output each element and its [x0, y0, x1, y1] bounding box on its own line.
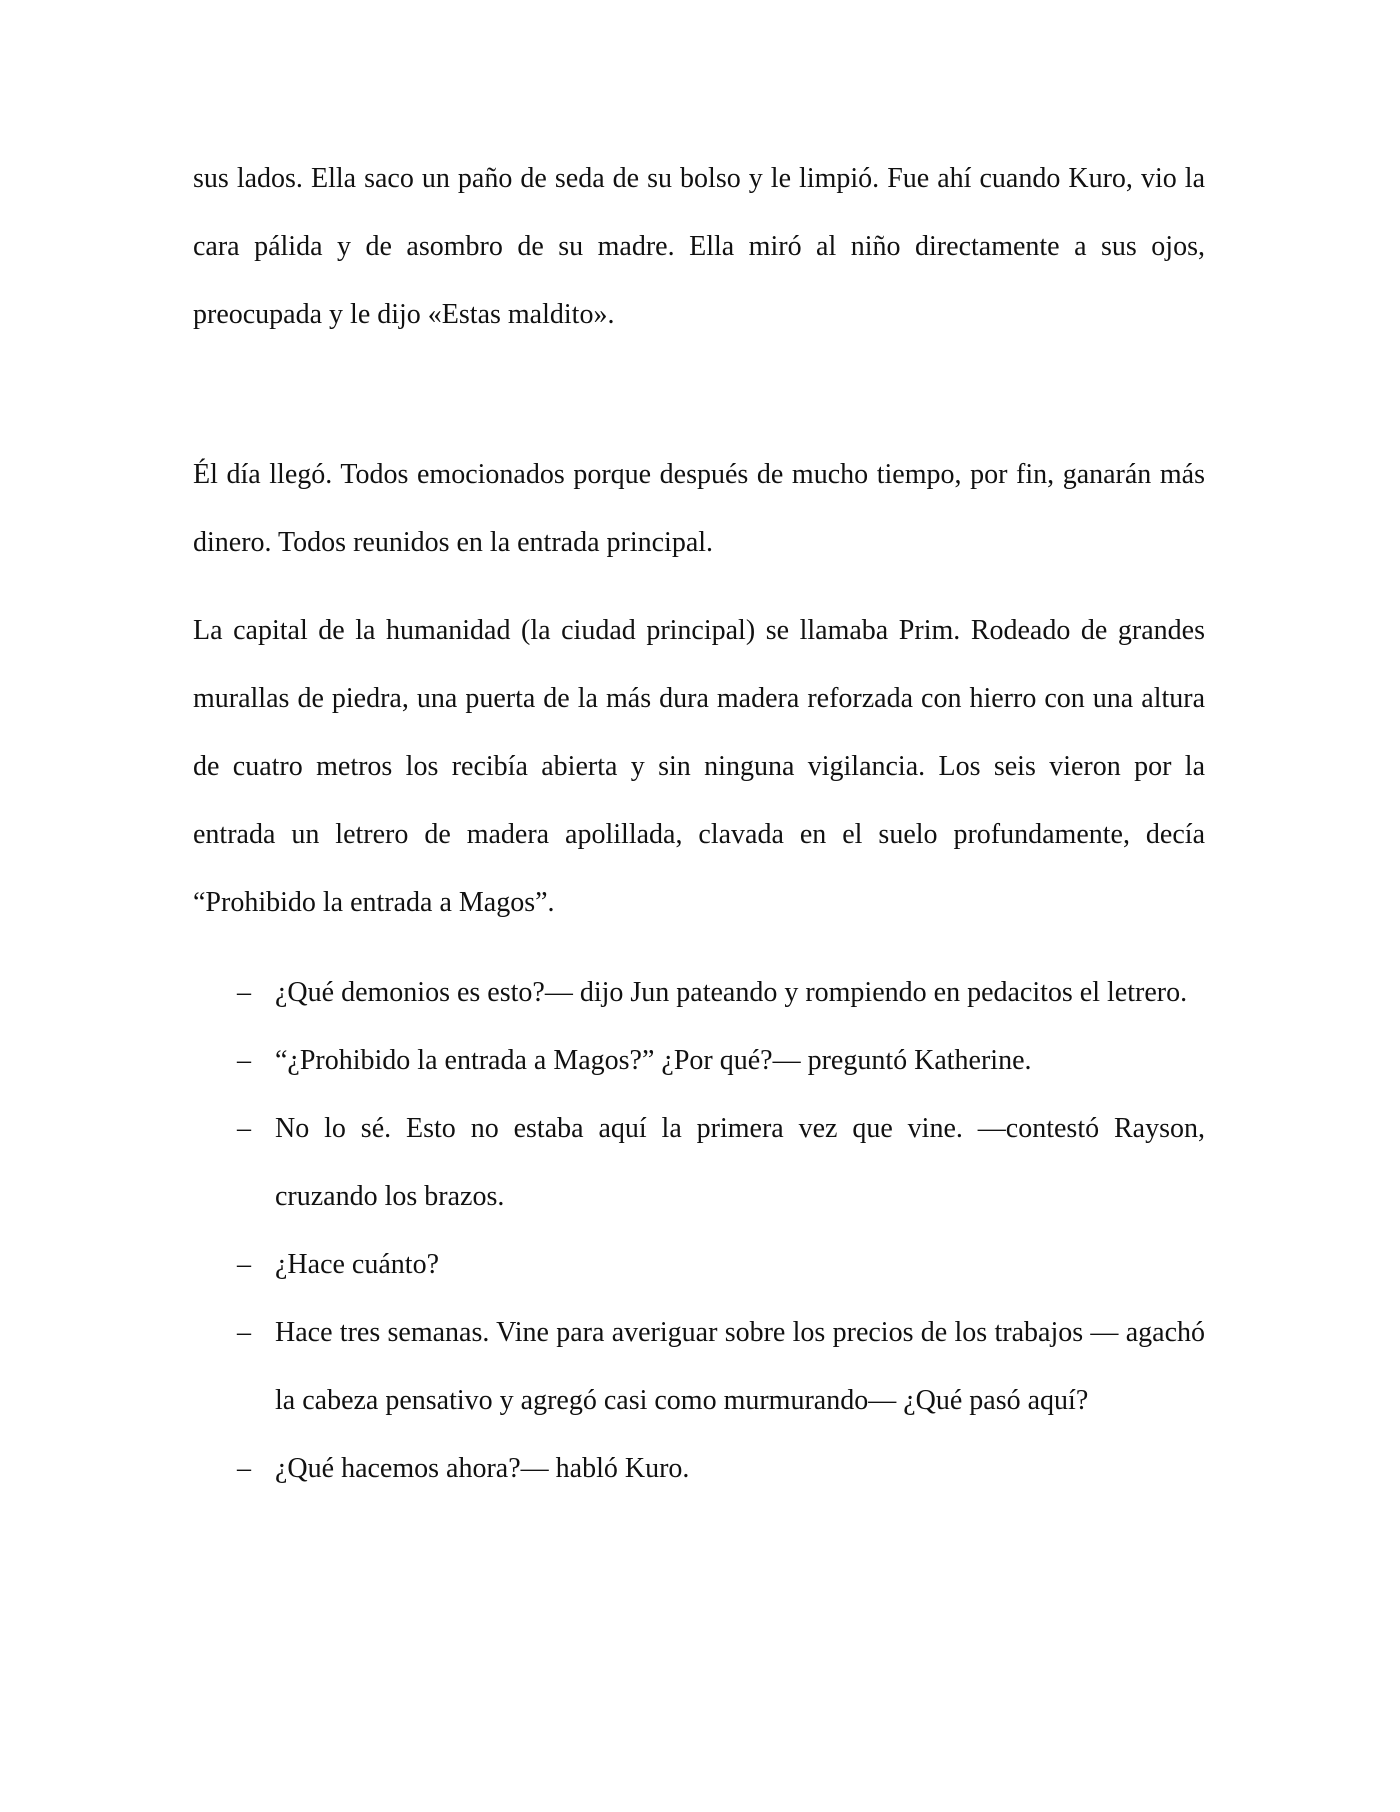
dialogue-line [193, 1231, 1205, 1299]
dialogue-line [193, 1299, 1205, 1435]
paragraph: Él día llegó. Todos emocionados porque después de mucho tiempo, por fin, ganarán más dinero. Todos reunidos en la entrada principal. [193, 459, 1205, 558]
dialogue-dash: – [237, 977, 251, 1008]
dialogue-text: “¿Prohibido la entrada a Magos?” ¿Por qué?— preguntó Katherine. [275, 1045, 1032, 1076]
paragraph: sus lados. Ella saco un paño de seda de su bolso y le limpió. Fue ahí cuando Kuro, vio la cara pálida y de asombro de su madre. Ella miró al niño directamente a sus ojos, preocupada y le dijo «Estas maldito». [193, 163, 1205, 330]
dialogue-line [193, 1435, 1205, 1503]
dialogue-text: Hace tres semanas. Vine para averiguar sobre los precios de los trabajos — agachó la cabeza pensativo y agregó casi como murmurando— ¿Qué pasó aquí? [275, 1317, 1205, 1416]
dialogue-dash: – [237, 1045, 251, 1076]
paragraph: La capital de la humanidad (la ciudad principal) se llamaba Prim. Rodeado de grandes murallas de piedra, una puerta de la más dura madera reforzada con hierro con una altura de cuatro metros los recibía abierta y sin ninguna vigilancia. Los seis vieron por la entrada un letrero de madera apolillada, clavada en el suelo profundamente, decía “Prohibido la entrada a Magos”. [193, 615, 1205, 918]
dialogue-line [193, 1027, 1205, 1095]
dialogue-line [193, 959, 1205, 1027]
dialogue-dash: – [237, 1317, 251, 1348]
dialogue-text: ¿Hace cuánto? [275, 1249, 439, 1280]
dialogue-dash: – [237, 1113, 251, 1144]
dialogue-text: No lo sé. Esto no estaba aquí la primera vez que vine. —contestó Rayson, cruzando los brazos. [275, 1113, 1205, 1212]
dialogue-list [193, 959, 1205, 1503]
dialogue-dash: – [237, 1453, 251, 1484]
dialogue-dash: – [237, 1249, 251, 1280]
dialogue-text: ¿Qué demonios es esto?— dijo Jun pateando y rompiendo en pedacitos el letrero. [275, 977, 1188, 1008]
dialogue-line [193, 1095, 1205, 1231]
dialogue-text: ¿Qué hacemos ahora?— habló Kuro. [275, 1453, 690, 1484]
